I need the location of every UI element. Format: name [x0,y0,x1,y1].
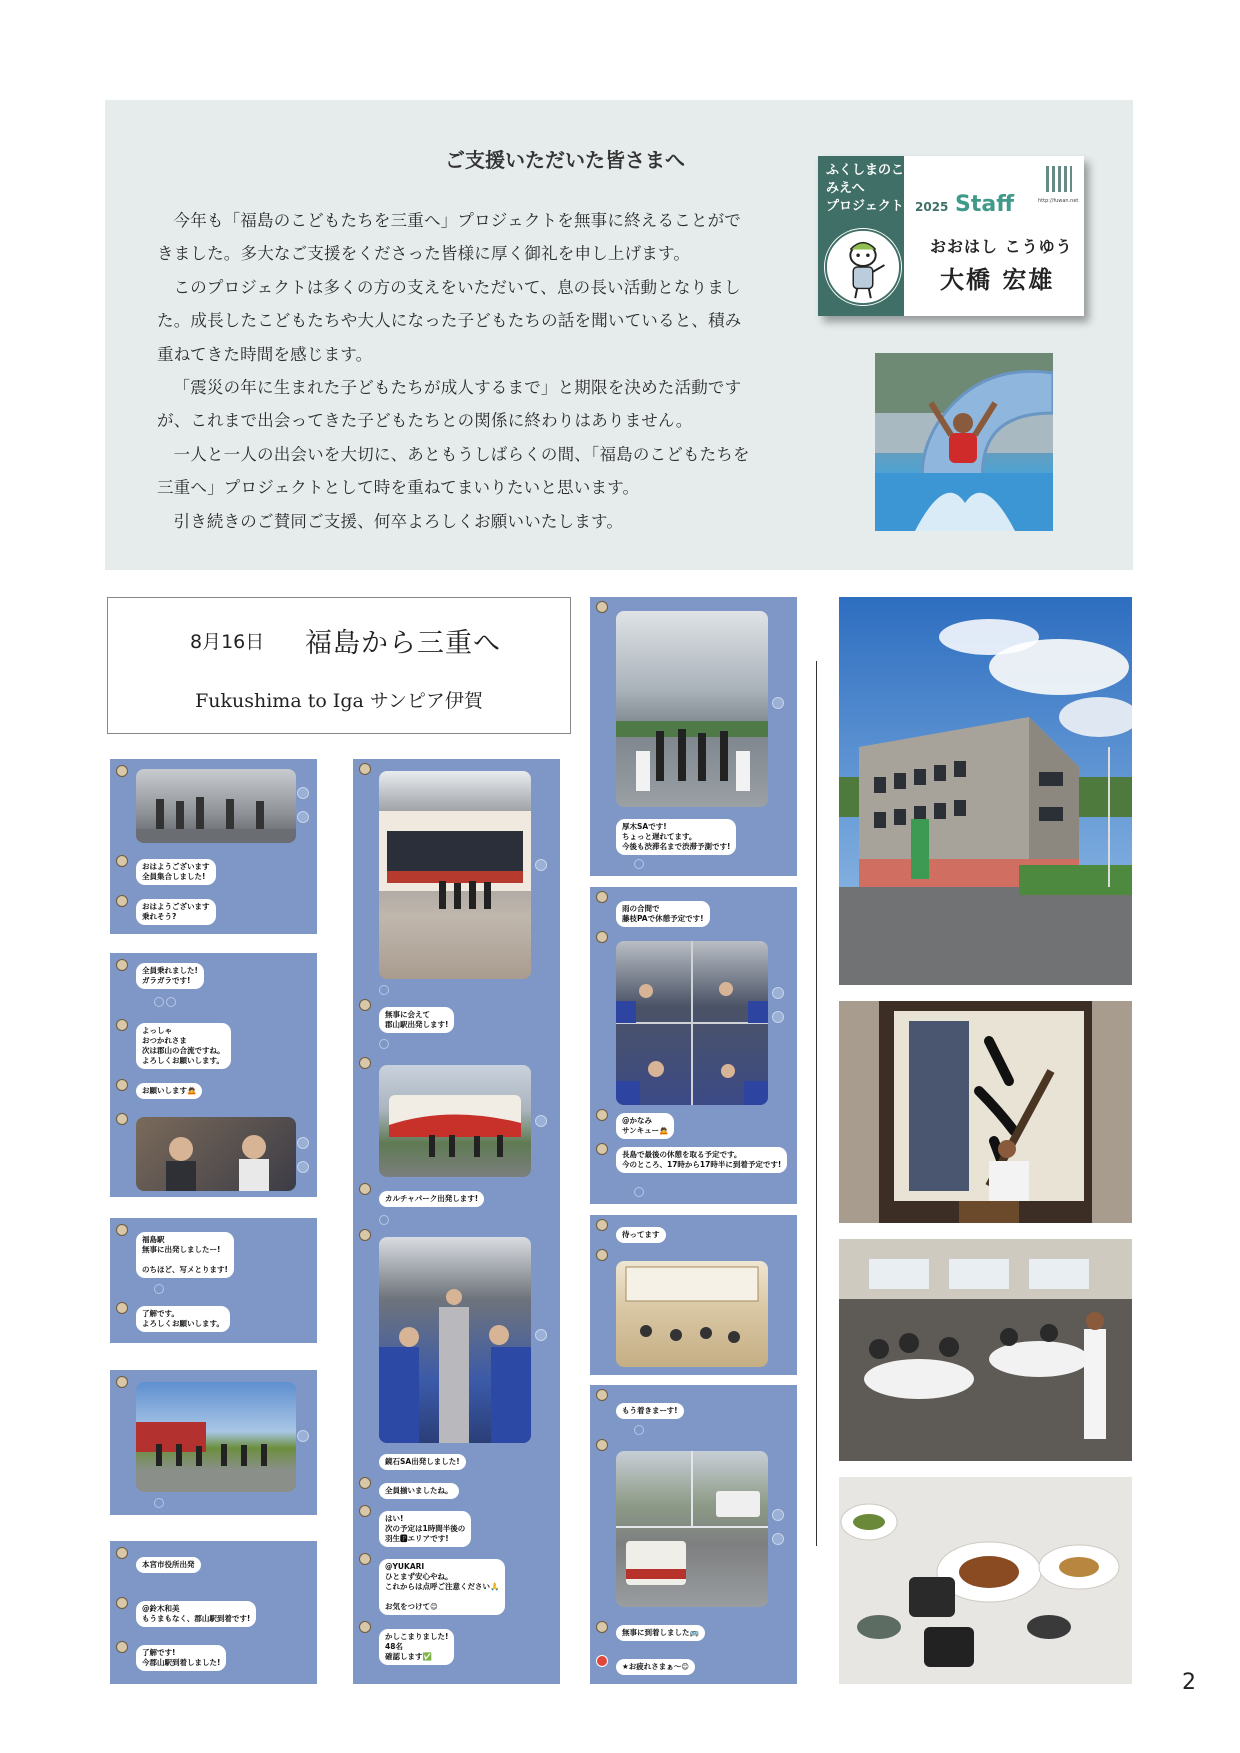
chat-photo [616,1261,768,1367]
chat-bubble: @かなみ サンキュー🙇 [616,1113,674,1139]
share-icon[interactable] [535,1115,547,1127]
qr-code-icon [1046,166,1072,192]
message-paragraph: 引き続きのご賛同ご支援、何卒よろしくお願いいたします。 [173,511,624,531]
chat-bubble: 全員乗れました! ガラガラです! [136,963,204,989]
reaction-icon [154,1498,164,1508]
avatar [596,1389,608,1401]
share-icon[interactable] [297,1430,309,1442]
share-icon[interactable] [297,1137,309,1149]
chat-bubble: カルチャパーク出発します! [379,1191,484,1207]
avatar [359,1229,371,1241]
card-project-name: ふくしまのこどもたちを みえへ プロジェクト [826,163,970,214]
chat-screenshot [590,887,797,1204]
message-body [157,204,757,538]
chat-bubble: 了解です! 今郡山駅到着しました! [136,1645,226,1671]
message-paragraph: このプロジェクトは多くの方の支えをいただいて、息の長い活動となりました。成長したこどもたちや大人になった子どもたちの話を聞いていると、積み重ねてきた時間を感じます。 [157,277,742,364]
avatar [596,1439,608,1451]
avatar [359,999,371,1011]
chat-bubble: はい! 次の予定は1時間半後の 羽生🅿エリアです! [379,1511,471,1547]
reaction-icon [634,1187,644,1197]
card-name-kanji: 大橋 宏雄 [940,266,1055,294]
chat-screenshot [110,759,317,934]
chat-screenshot [110,1541,317,1684]
chat-screenshot [353,759,560,1684]
avatar [116,1597,128,1609]
chat-photo [136,1117,296,1191]
chat-bubble: 待ってます [616,1227,666,1243]
avatar [116,1224,128,1236]
reaction-icon [166,997,176,1007]
chat-bubble: もう着きまーす! [616,1403,684,1419]
chat-bubble: 雨の合間で 藤枝PAで休憩予定です! [616,901,710,927]
chat-bubble: 長島で最後の休憩を取る予定です。 今のところ、17時から17時半に到着予定です! [616,1147,787,1173]
share-icon[interactable] [772,697,784,709]
avatar [596,601,608,613]
message-paragraph: 今年も「福島のこどもたちを三重へ」プロジェクトを無事に終えることができました。多大なご支援をくださった皆様に厚く御礼を申し上げます。 [157,211,741,264]
chat-screenshot [110,953,317,1197]
chat-bubble: かしこまりました! 48名 確認します✅ [379,1629,454,1665]
avatar [596,931,608,943]
chat-bubble: 無事に会えて 郡山駅出発します! [379,1007,454,1033]
day-header [107,597,571,734]
share-icon[interactable] [535,1329,547,1341]
message-paragraph: 一人と一人の出会いを大切に、あともうしばらくの間、「福島のこどもたちを三重へ」プロジェクトとして時を重ねてまいりたいと思います。 [157,444,750,498]
message-title: ご支援いただいた皆さまへ [445,148,685,172]
reaction-icon [379,1215,389,1225]
reaction-icon [634,1425,644,1435]
chat-photo [616,941,768,1105]
save-icon[interactable] [297,1161,309,1173]
chat-photo [136,769,296,843]
message-panel [105,100,1133,570]
avatar [596,1143,608,1155]
chat-screenshot [590,1385,797,1684]
chat-bubble: ★お疲れさまぁ〜😊 [616,1659,695,1675]
chat-screenshot [590,1215,797,1375]
avatar [359,763,371,775]
avatar [116,959,128,971]
avatar [359,1505,371,1517]
reaction-icon [154,997,164,1007]
avatar [596,1219,608,1231]
chat-bubble: 鏡石SA出発しました! [379,1454,466,1470]
chat-photo [379,1065,531,1177]
water-slide-photo [875,353,1053,531]
page-number: 2 [1182,1670,1196,1695]
reaction-icon [379,1039,389,1049]
sanpia-iga-lobby-photo [839,1001,1132,1223]
avatar [359,1183,371,1195]
chat-screenshot [110,1218,317,1343]
avatar [116,1113,128,1125]
avatar [116,895,128,907]
day-date: 8月16日 [190,631,265,653]
avatar [116,765,128,777]
avatar [596,1109,608,1121]
chat-screenshot [590,597,797,876]
card-url: http://fuwan.net [1038,198,1079,204]
share-icon[interactable] [535,859,547,871]
dinner-food-photo [839,1477,1132,1684]
share-icon[interactable] [772,1509,784,1521]
chat-photo [379,771,531,979]
banquet-hall-photo [839,1239,1132,1461]
avatar [596,1249,608,1261]
avatar [359,1057,371,1069]
card-staff-label: Staff [955,192,1015,217]
chat-bubble: 了解です。 よろしくお願いします。 [136,1306,230,1332]
chat-bubble: よっしゃ おつかれさま 次は郡山の合流ですね。 よろしくお願いします。 [136,1023,231,1069]
avatar [116,855,128,867]
save-icon[interactable] [772,1533,784,1545]
avatar [116,1079,128,1091]
avatar [596,1655,608,1667]
avatar [116,1547,128,1559]
chat-bubble: @YUKARI ひとまず安心やね。 これからは点呼ご注意ください🙏 お気をつけて😊 [379,1559,505,1615]
reaction-icon [634,859,644,869]
share-icon[interactable] [772,987,784,999]
save-icon[interactable] [772,1011,784,1023]
share-icon[interactable] [297,787,309,799]
avatar [359,1621,371,1633]
chat-bubble: 本宮市役所出発 [136,1557,201,1573]
staff-name-card [818,156,1084,316]
avatar [116,1376,128,1388]
chat-bubble: 福島駅 無事に出発しましたー! のちほど、写メとります! [136,1232,234,1278]
avatar [359,1553,371,1565]
column-divider [816,661,817,1546]
reaction-icon [379,985,389,995]
avatar [359,1477,371,1489]
avatar [116,1641,128,1653]
chat-bubble: お願いします🙇 [136,1083,202,1099]
avatar [116,1302,128,1314]
chat-bubble: おはようございます 全員集合しました! [136,859,216,885]
card-year: 2025 [915,200,949,214]
avatar [116,1019,128,1031]
hotel-building-photo [839,597,1132,985]
card-name-kana: おおはし こうゆう [930,237,1073,256]
chat-screenshot [110,1370,317,1515]
message-paragraph: 「震災の年に生まれた子どもたちが成人するまで」と期限を決めた活動ですが、これまで出会ってきた子どもたちとの関係に終わりはありません。 [157,378,742,431]
save-icon[interactable] [297,811,309,823]
chat-photo [616,611,768,807]
day-title: 福島から三重へ [305,628,501,659]
chat-photo [136,1382,296,1492]
chat-bubble: おはようございます 乗れそう? [136,899,216,925]
chat-photo [379,1237,531,1443]
chat-photo [616,1451,768,1607]
chat-bubble: 厚木SAです! ちょっと遅れてます。 今後も渋滞名まで渋滞予測です! [616,819,736,855]
chat-bubble: 全員揃いましたね。 [379,1483,459,1499]
avatar [596,891,608,903]
reaction-icon [154,1284,164,1294]
chat-bubble: @鈴木和美 もうまもなく、郡山駅到着です! [136,1601,256,1627]
day-subtitle: Fukushima to Iga サンピア伊賀 [195,690,483,712]
mascot-icon [824,228,902,306]
chat-bubble: 無事に到着しました🚌 [616,1625,705,1641]
avatar [596,1621,608,1633]
